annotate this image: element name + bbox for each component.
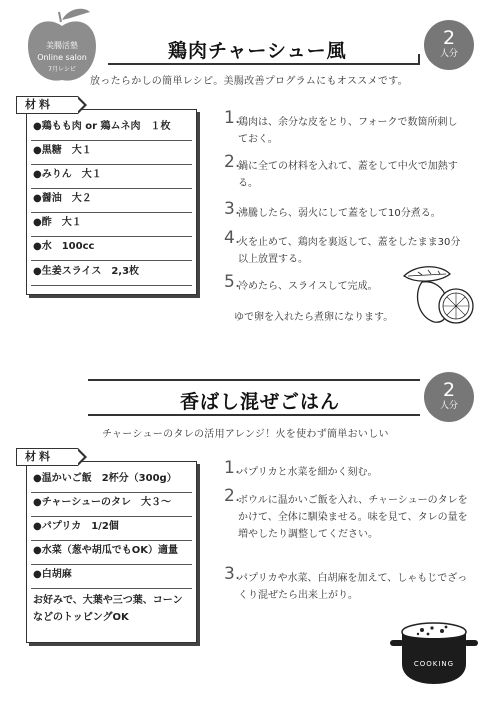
divider [31,492,192,493]
recipe-1-title: 鶏肉チャーシュー風 [168,40,347,62]
recipe-1-servings-badge [424,20,474,70]
step-number: 1. [224,108,241,128]
divider [31,260,192,261]
step-number: 2. [224,152,241,172]
recipe-1-subtitle: 放ったらかしの簡単レシピ。美腸改善プログラムにもオススメです。 [90,76,408,87]
recipe-1-servings-unit: 人分 [439,49,458,59]
pot-label: COOKING [413,660,455,668]
recipe-2-servings-number: 2 [442,379,456,401]
step-text: 沸騰したら、弱火にして蓋をして10分煮る。 [238,208,441,219]
divider [31,285,192,286]
recipe-2-title-underline [88,414,420,416]
step-number: 1. [224,458,241,478]
divider [31,516,192,517]
recipe-1-ingredients-card [26,109,197,295]
ingredient-item: ●黒糖 大１ [33,145,92,156]
ingredient-item: ●温かいご飯 2杯分（300g） [33,473,177,484]
divider [31,564,192,565]
recipe-1-step-1 [224,108,464,148]
tag-arrow-inner [77,98,84,112]
divider [31,588,192,589]
salon-month: 7月レシピ [48,66,76,73]
step-number: 2. [224,486,241,506]
recipe-2-subtitle: チャーシューのタレの活用アレンジ！火を使わず簡単おいしい [102,429,389,440]
recipe-1-title-cap [418,54,420,64]
step-text: 冷めたら、スライスして完成。 [238,281,378,292]
recipe-1-step-5 [224,272,424,295]
salon-name: 美腸活塾 [46,41,78,50]
ingredient-item: ●酢 大１ [33,217,82,228]
recipe-2-servings-unit: 人分 [439,401,458,411]
divider [31,236,192,237]
recipe-1-note: ゆで卵を入れたら煮卵になります。 [234,312,394,323]
ingredient-item: ●鶏もも肉 or 鶏ムネ肉 １枚 [33,121,171,132]
recipe-2-ingredients-label: 材料 [16,448,78,466]
recipe-2-ingredients-card [26,461,197,643]
recipe-1-title-underline [108,63,420,65]
ingredient-item: ●生姜スライス 2,3枚 [33,266,140,277]
ingredient-item: ●水菜（葱や胡瓜でもOK）適量 [33,545,178,556]
ginger-icon [400,262,478,330]
ingredient-item: ●チャーシューのタレ 大３〜 [33,497,172,508]
step-text: 鍋に全ての材料を入れて、蓋をして中火で加熱する。 [238,161,458,189]
salon-type: Online salon [37,53,87,62]
ingredient-item: ●白胡麻 [33,569,72,580]
ingredient-item: ●パプリカ 1/2個 [33,521,119,532]
step-number: 5. [224,272,241,292]
step-text: パプリカや水菜、白胡麻を加えて、しゃもじでざっくり混ぜたら出来上がり。 [238,573,468,601]
recipe-2-step-3 [224,564,468,604]
recipe-2-title-overline [88,379,420,381]
recipe-1-servings-number: 2 [442,27,456,49]
ingredient-item: ●みりん 大１ [33,169,102,180]
step-number: 4. [224,228,241,248]
ingredient-topping-note: お好みで、大葉や三つ葉、コーンなどのトッピングOK [33,595,183,623]
recipe-1-step-3 [224,199,484,222]
divider [31,212,192,213]
step-text: ボウルに温かいご飯を入れ、チャーシューのタレをかけて、全体に馴染ませる。味を見て、タレの量を増やしたり調整してください。 [238,495,468,540]
recipe-2-title: 香ばし混ぜごはん [180,391,341,413]
divider [31,188,192,189]
step-text: パプリカと水菜を細かく刻む。 [238,467,378,478]
recipe-1-ingredients-label: 材料 [16,96,78,114]
divider [31,140,192,141]
recipe-2-servings-badge [424,372,474,422]
divider [31,540,192,541]
step-text: 火を止めて、鶏肉を裏返して、蓋をしたまま30分以上放置する。 [238,237,461,265]
ingredient-item: ●水 100cc [33,241,95,252]
step-text: 鶏肉は、余分な皮をとり、フォークで数箇所刺しておく。 [238,117,458,145]
step-number: 3. [224,199,241,219]
salon-apple-badge [24,6,100,86]
recipe-2-step-2 [224,486,468,543]
ingredient-item: ●醤油 大２ [33,193,92,204]
recipe-2-step-1 [224,458,464,481]
divider [31,164,192,165]
step-number: 3. [224,564,241,584]
tag-arrow-inner [77,450,84,464]
cooking-pot-icon [388,618,480,690]
recipe-1-step-2 [224,152,464,192]
